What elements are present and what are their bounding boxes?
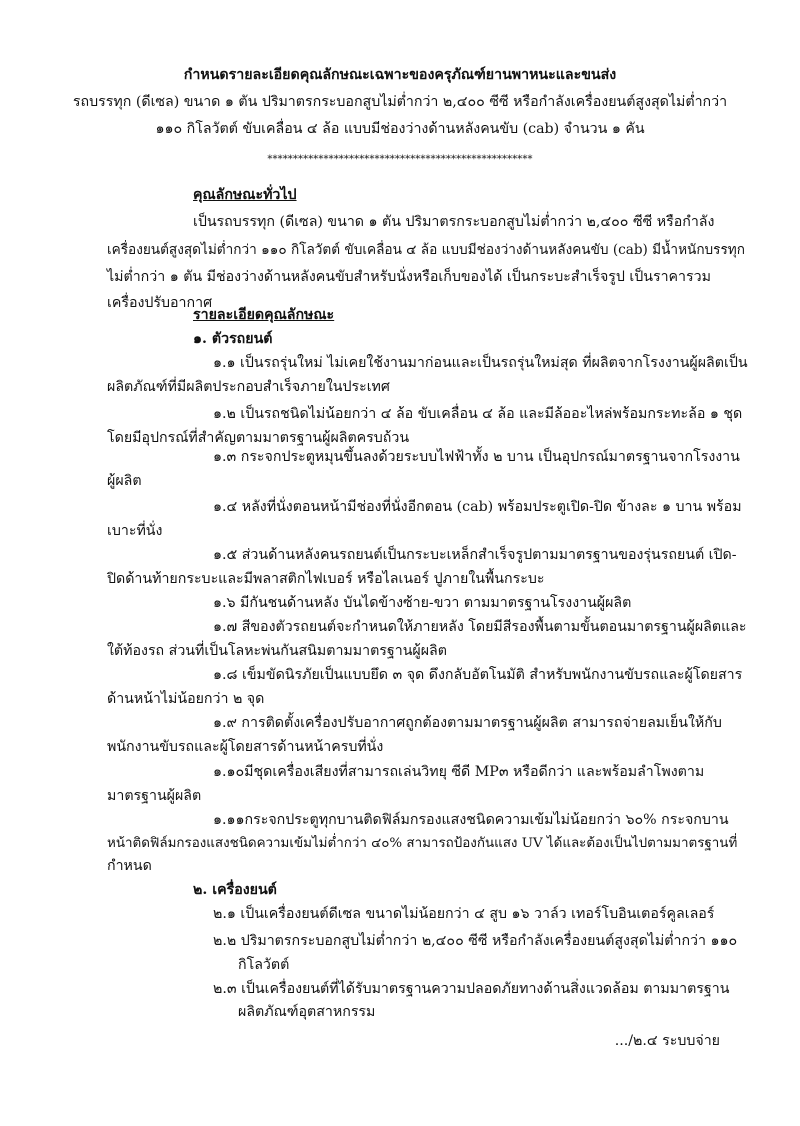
item-line: ผลิตภัณฑ์ที่มีผลิตประกอบสำเร็จภายในประเทศ: [107, 379, 390, 395]
item-line: ๑.๘ เข็มขัดนิรภัยเป็นแบบยึด ๓ จุด ดึงกลับอัตโนมัติ สำหรับพนักงานขับรถและผู้โดยสาร: [213, 667, 743, 683]
section-heading: ๑. ตัวรถยนต์: [193, 331, 273, 347]
document-subtitle-line: ๑๑๐ กิโลวัตต์ ขับเคลื่อน ๔ ล้อ แบบมีช่องว่างด้านหลังคนขับ (cab) จำนวน ๑ คัน: [155, 121, 645, 137]
item-line: ผู้ผลิต: [107, 473, 142, 489]
continuation-note: .../๒.๔ ระบบจ่าย: [614, 1033, 720, 1049]
section-heading: ๒. เครื่องยนต์: [193, 882, 277, 898]
item-line: ๑.๗ สีของตัวรถยนต์จะกำหนดให้ภายหลัง โดยมีสีรองพื้นตามขั้นตอนมาตรฐานผู้ผลิตและ: [213, 619, 747, 635]
item-line: ๑.๒ เป็นรถชนิดไม่น้อยกว่า ๔ ล้อ ขับเคลื่อน ๔ ล้อ และมีล้ออะไหล่พร้อมกระทะล้อ ๑ ชุด: [213, 406, 743, 422]
separator-line: ****************************************************: [267, 154, 533, 165]
item-line: ๑.๖ มีกันชนด้านหลัง บันไดข้างซ้าย-ขวา ตามมาตรฐานโรงงานผู้ผลิต: [213, 595, 632, 611]
item-line: กิโลวัตต์: [238, 957, 290, 973]
document-subtitle-line: รถบรรทุก (ดีเซล) ขนาด ๑ ตัน ปริมาตรกระบอกสูบไม่ต่ำกว่า ๒,๔๐๐ ซีซี หรือกำลังเครื่องยนต์สูงสุดไม่ต่ำกว่า: [72, 94, 728, 110]
details-heading: รายละเอียดคุณลักษณะ: [193, 307, 335, 323]
item-line: ผลิตภัณฑ์อุตสาหกรรม: [238, 1004, 376, 1020]
item-line: เบาะที่นั่ง: [107, 523, 163, 539]
item-line: ๒.๓ เป็นเครื่องยนต์ที่ได้รับมาตรฐานความปลอดภัยทางด้านสิ่งแวดล้อม ตามมาตรฐาน: [213, 981, 730, 997]
item-line: ๑.๑๐มีชุดเครื่องเสียงที่สามารถเล่นวิทยุ ซีดี MP๓ หรือดีกว่า และพร้อมลำโพงตาม: [213, 764, 705, 780]
item-line: ใต้ท้องรถ ส่วนที่เป็นโลหะพ่นกันสนิมตามมาตรฐานผู้ผลิต: [107, 643, 447, 659]
item-line: ๑.๑ เป็นรถรุ่นใหม่ ไม่เคยใช้งานมาก่อนและเป็นรถรุ่นใหม่สุด ที่ผลิตจากโรงงานผู้ผลิตเป็น: [213, 355, 748, 371]
item-line: ๑.๑๑กระจกประตูทุกบานติดฟิล์มกรองแสงชนิดความเข้มไม่น้อยกว่า ๖๐% กระจกบาน: [213, 812, 729, 828]
item-line: ด้านหน้าไม่น้อยกว่า ๒ จุด: [107, 691, 265, 707]
item-line: หน้าติดฟิล์มกรองแสงชนิดความเข้มไม่ต่ำกว่า ๔๐% สามารถป้องกันแสง UV ได้และต้องเป็นไปตามมาตรฐานที่: [107, 836, 738, 851]
item-line: กำหนด: [107, 858, 152, 874]
item-line: โดยมีอุปกรณ์ที่สำคัญตามมาตรฐานผู้ผลิตครบถ้วน: [107, 430, 410, 446]
item-line: ๑.๙ การติดตั้งเครื่องปรับอากาศถูกต้องตามมาตรฐานผู้ผลิต สามารถจ่ายลมเย็นให้กับ: [213, 715, 722, 731]
paragraph-line: เครื่องปรับอากาศ: [107, 295, 213, 311]
item-line: ๑.๔ หลังที่นั่งตอนหน้ามีช่องที่นั่งอีกตอน (cab) พร้อมประตูเปิด-ปิด ข้างละ ๑ บาน พร้อม: [213, 499, 742, 515]
item-line: ปิดด้านท้ายกระบะและมีพลาสติกไฟเบอร์ หรือไลเนอร์ ปูภายในพื้นกระบะ: [107, 571, 545, 587]
paragraph-line: เป็นรถบรรทุก (ดีเซล) ขนาด ๑ ตัน ปริมาตรกระบอกสูบไม่ต่ำกว่า ๒,๔๐๐ ซีซี หรือกำลัง: [193, 214, 715, 230]
item-line: ๑.๕ ส่วนด้านหลังคนรถยนต์เป็นกระบะเหล็กสำเร็จรูปตามมาตรฐานของรุ่นรถยนต์ เปิด-: [213, 547, 737, 563]
item-line: มาตรฐานผู้ผลิต: [107, 788, 202, 804]
general-heading: คุณลักษณะทั่วไป: [193, 187, 297, 203]
paragraph-line: เครื่องยนต์สูงสุดไม่ต่ำกว่า ๑๑๐ กิโลวัตต์ ขับเคลื่อน ๔ ล้อ แบบมีช่องว่างด้านหลังคนขับ (cab) มีน้ำหนักบรรทุก: [107, 242, 745, 258]
item-line: ๒.๑ เป็นเครื่องยนต์ดีเซล ขนาดไม่น้อยกว่า ๔ สูบ ๑๖ วาล์ว เทอร์โบอินเตอร์คูลเลอร์: [213, 906, 715, 922]
item-line: ๒.๒ ปริมาตรกระบอกสูบไม่ต่ำกว่า ๒,๔๐๐ ซีซี หรือกำลังเครื่องยนต์สูงสุดไม่ต่ำกว่า ๑๑๐: [213, 933, 738, 949]
item-line: ๑.๓ กระจกประตูหมุนขึ้นลงด้วยระบบไฟฟ้าทั้ง ๒ บาน เป็นอุปกรณ์มาตรฐานจากโรงงาน: [213, 449, 740, 465]
item-line: พนักงานขับรถและผู้โดยสารด้านหน้าครบที่นั่ง: [107, 739, 384, 755]
paragraph-line: ไม่ต่ำกว่า ๑ ตัน มีช่องว่างด้านหลังคนขับสำหรับนั่งหรือเก็บของได้ เป็นกระบะสำเร็จรูป เป็นราคารวม: [107, 269, 711, 285]
document-title: กำหนดรายละเอียดคุณลักษณะเฉพาะของครุภัณฑ์ยานพาหนะและขนส่ง: [183, 67, 617, 83]
